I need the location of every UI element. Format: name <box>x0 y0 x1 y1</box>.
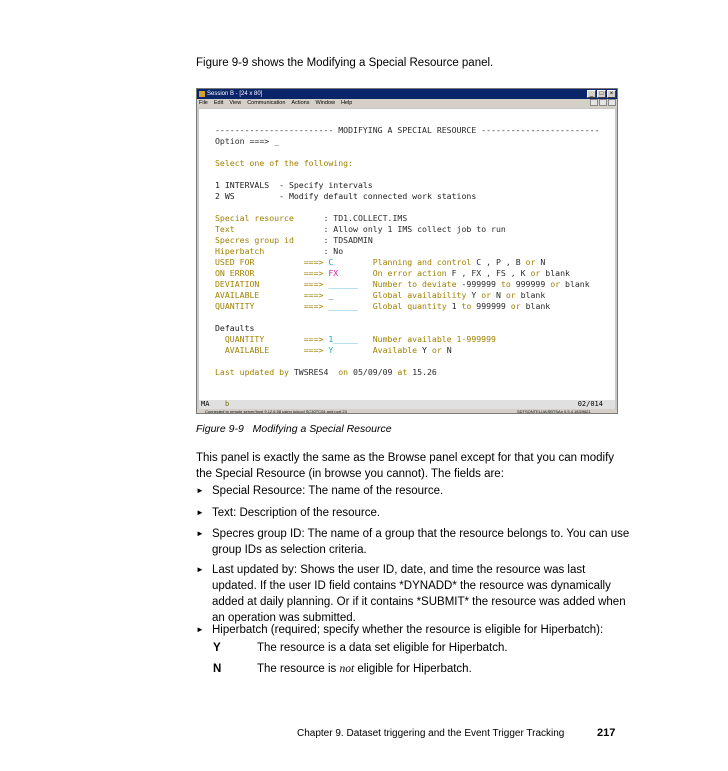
doc-close-button[interactable] <box>608 99 616 106</box>
menu-window[interactable]: Window <box>315 100 336 106</box>
quantity-to: to <box>461 301 477 311</box>
last-updated-time: 15.26 <box>412 367 437 377</box>
on-error-desc: On error action <box>357 268 452 278</box>
available-blank: blank <box>520 290 546 300</box>
quantity-blank: blank <box>525 301 551 311</box>
option-label: Option ===> <box>215 136 270 146</box>
cursor-position: 02/014 <box>577 400 603 408</box>
def-available-y: Y <box>422 345 432 355</box>
last-updated-label: Last updated by <box>215 367 294 377</box>
window-title: Session B - [24 x 80] <box>207 91 263 97</box>
def-quantity-input[interactable]: 1_____ <box>328 334 358 344</box>
used-for-desc: Planning and control <box>357 257 477 267</box>
definition-desc-emphasis: not <box>339 663 355 675</box>
bullet-arrow-icon: ► <box>196 565 204 574</box>
special-resource-value: : TD1.COLLECT.IMS <box>323 213 408 223</box>
hiperbatch-label: Hiperbatch <box>215 246 324 256</box>
special-resource-label: Special resource <box>215 213 324 223</box>
used-for-option-n: N <box>540 257 546 267</box>
quantity-desc: Global quantity <box>357 301 452 311</box>
def-quantity-label: QUANTITY ===> <box>215 334 329 344</box>
panel-header: ------------------------ MODIFYING A SPECIAL RESOURCE ------------------------ <box>215 125 600 135</box>
quantity-max: 999999 <box>476 301 511 311</box>
close-button[interactable]: × <box>607 90 616 98</box>
definition-term: Y <box>213 642 221 654</box>
menu-file[interactable]: File <box>199 100 208 106</box>
choice-intervals: 1 INTERVALS - Specify intervals <box>215 180 373 190</box>
available-n: N <box>495 290 506 300</box>
deviation-blank: blank <box>565 279 590 289</box>
deviation-input[interactable]: ______ <box>328 279 358 289</box>
figure-title: Modifying a Special Resource <box>252 423 392 435</box>
hiperbatch-value: : No <box>323 246 344 256</box>
def-available-n: N <box>446 345 452 355</box>
bullet-text: Hiperbatch (required; specify whether the resource is eligible for Hiperbatch): <box>212 624 604 636</box>
connection-status-bar <box>197 409 617 414</box>
app-icon <box>199 91 205 97</box>
menu-bar <box>197 99 617 108</box>
bullet-arrow-icon: ► <box>196 625 204 634</box>
available-desc: Global availability <box>357 290 472 300</box>
body-paragraph: This panel is exactly the same as the Browse panel except for that you can modify the Special Resource (in browse you cannot). The fields are: <box>196 452 615 480</box>
used-for-or: or <box>525 257 541 267</box>
used-for-options: C , P , B <box>476 257 526 267</box>
deviation-label: DEVIATION ===> <box>215 279 329 289</box>
def-available-or: or <box>431 345 447 355</box>
bullet-arrow-icon: ► <box>196 529 204 538</box>
bullet-text: Specres group ID: The name of a group that the resource belongs to. You can use group IDs as selection criteria. <box>212 528 630 556</box>
deviation-to: to <box>500 279 516 289</box>
on-error-options: F , FX , FS , K <box>451 268 531 278</box>
definition-desc-text: The resource is <box>257 663 340 675</box>
def-available-label: AVAILABLE ===> <box>215 345 329 355</box>
bullet-arrow-icon: ► <box>196 508 204 517</box>
used-for-input[interactable]: C <box>328 257 358 267</box>
menu-edit[interactable]: Edit <box>213 100 224 106</box>
definition-desc-text: The resource is a data set eligible for Hiperbatch. <box>257 642 508 654</box>
last-updated-at: at <box>397 367 413 377</box>
doc-minimize-button[interactable] <box>590 99 598 106</box>
deviation-max: 999999 <box>515 279 551 289</box>
deviation-desc: Number to deviate <box>357 279 462 289</box>
option-input[interactable]: _ <box>269 136 280 146</box>
window-titlebar <box>197 89 617 99</box>
bullet-text: Special Resource: The name of the resource. <box>212 485 444 497</box>
available-or-1: or <box>481 290 496 300</box>
on-error-or: or <box>530 268 546 278</box>
used-for-label: USED FOR ===> <box>215 257 329 267</box>
terminal-text <box>215 125 600 378</box>
last-updated-on: on <box>338 367 354 377</box>
menu-help[interactable]: Help <box>341 100 353 106</box>
doc-restore-button[interactable] <box>599 99 607 106</box>
menu-communication[interactable]: Communication <box>247 100 286 106</box>
quantity-label: QUANTITY ===> <box>215 301 329 311</box>
session-id: b <box>225 400 230 408</box>
definition-desc-tail: eligible for Hiperbatch. <box>354 663 472 675</box>
available-input[interactable]: _ <box>328 290 358 300</box>
available-y: Y <box>471 290 482 300</box>
defaults-label: Defaults <box>215 323 255 333</box>
terminal-screen[interactable] <box>199 109 615 400</box>
on-error-blank: blank <box>545 268 570 278</box>
intro-text: Figure 9-9 shows the Modifying a Special Resource panel. <box>196 57 494 69</box>
menu-actions[interactable]: Actions <box>291 100 310 106</box>
definition-desc <box>257 640 508 656</box>
available-label: AVAILABLE ===> <box>215 290 329 300</box>
deviation-min: -999999 <box>461 279 501 289</box>
page-number: 217 <box>597 727 616 739</box>
def-available-input[interactable]: Y <box>328 345 358 355</box>
on-error-label: ON ERROR ===> <box>215 268 329 278</box>
select-prompt: Select one of the following: <box>215 158 354 168</box>
maximize-button[interactable]: □ <box>597 90 606 98</box>
on-error-input[interactable]: FX <box>328 268 358 278</box>
figure-label: Figure 9-9 <box>196 423 244 435</box>
available-or-2: or <box>505 290 521 300</box>
text-label: Text <box>215 224 324 234</box>
page-footer: Chapter 9. Dataset triggering and the Event Trigger Tracking <box>297 728 565 739</box>
lu-info: SDTSONTELUA|SBTSAn 0.5.4.183/9821 <box>517 409 591 414</box>
bullet-arrow-icon: ► <box>196 486 204 495</box>
connection-info: Connected to remote server/host 9.12.6.58 using lu/pool SC30TC04 and port 23 <box>205 409 347 414</box>
deviation-or: or <box>550 279 566 289</box>
last-updated-user: TWSRES4 <box>293 367 339 377</box>
operator-info-area <box>199 400 615 409</box>
quantity-input[interactable]: ______ <box>328 301 358 311</box>
def-available-desc: Available <box>357 345 423 355</box>
status-indicator: MA <box>201 400 210 408</box>
menu-view[interactable]: View <box>229 100 242 106</box>
text-value: : Allow only 1 IMS collect job to run <box>323 224 506 234</box>
quantity-or: or <box>510 301 526 311</box>
definition-term: N <box>213 663 222 675</box>
specres-group-value: : TDSADMIN <box>323 235 373 245</box>
bullet-text: Text: Description of the resource. <box>212 507 381 519</box>
figure-caption <box>196 423 392 435</box>
quantity-min: 1 <box>451 301 462 311</box>
minimize-button[interactable]: _ <box>587 90 596 98</box>
specres-group-label: Specres group id <box>215 235 324 245</box>
last-updated-date: 05/09/09 <box>353 367 398 377</box>
bullet-text: Last updated by: Shows the user ID, date, and time the resource was last updated. If the user ID field contains *DYNADD* the resource was dynamically added at daily planning. Or if it contains *SUBMIT* the resource was added when an operation was submitted. <box>212 564 626 624</box>
def-quantity-desc: Number available 1-999999 <box>357 334 496 344</box>
choice-ws: 2 WS - Modify default connected work stations <box>215 191 477 201</box>
terminal-window <box>196 88 618 414</box>
definition-desc <box>257 661 472 677</box>
